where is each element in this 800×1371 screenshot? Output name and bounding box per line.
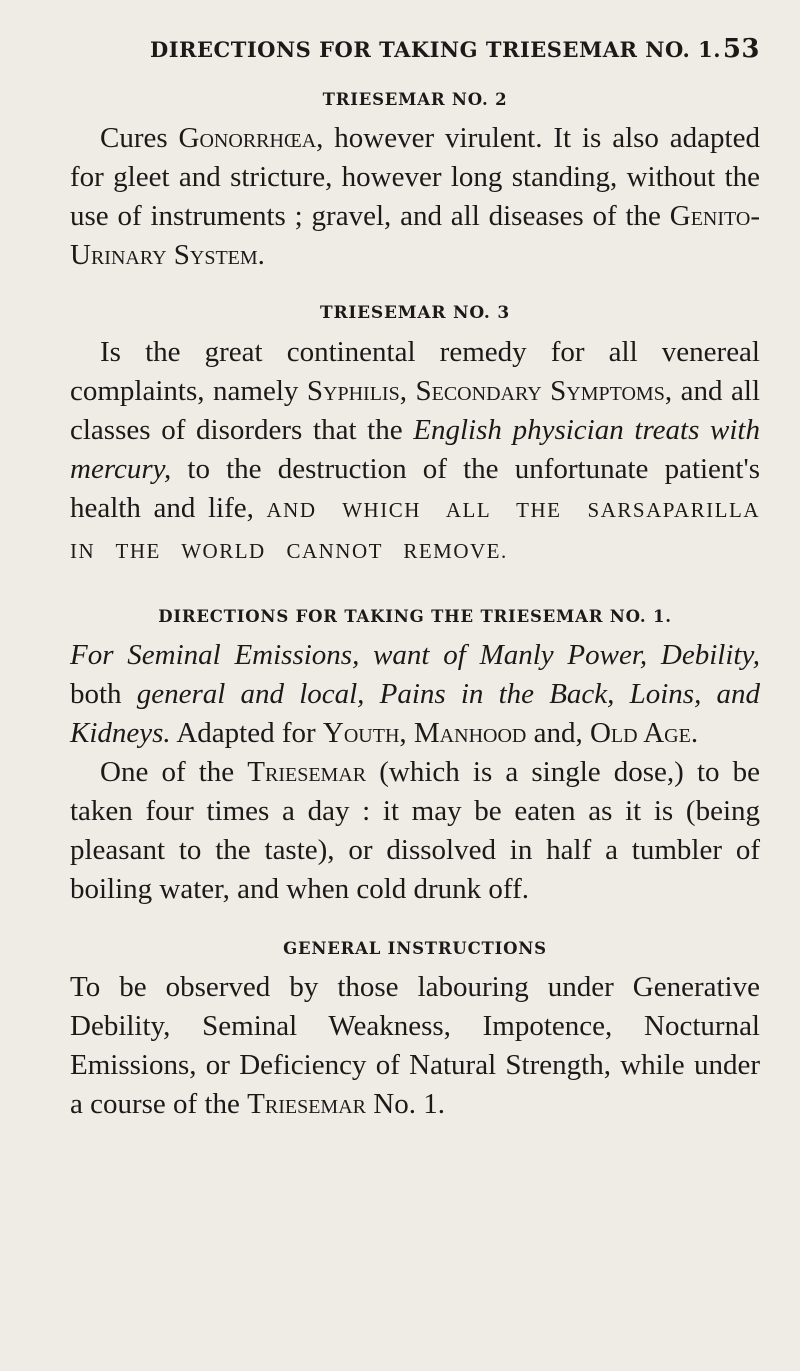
text: One of the	[100, 756, 248, 788]
text: To be observed by those labouring under Generative Debility, Seminal Weakness, Impotence, Nocturnal Emissions, or Deficiency of Natural Strength, while under a course of the	[70, 971, 760, 1120]
section-directions	[70, 607, 760, 909]
paragraph-directions-indications	[70, 636, 760, 753]
text: and all classes of disorders that the	[70, 375, 760, 446]
small-caps-text: Gonorrhœa,	[178, 122, 324, 154]
text: (which is a single dose,) to be taken four times a day : it may be eaten as it is (being pleasant to the taste), or dissolved in half a tumbler of boiling water, and when cold drunk off.	[70, 756, 760, 905]
text: to the destruction of the unfortunate patient's health and life,	[70, 453, 760, 524]
text: and,	[526, 717, 590, 749]
italic-text: English physician treats with mercury,	[70, 414, 760, 485]
small-caps-text: Triesemar	[247, 756, 367, 788]
text: No. 1.	[366, 1088, 445, 1120]
caps-text: AND WHICH ALL THE SARSAPARILLA IN THE WORLD CANNOT REMOVE.	[70, 498, 760, 563]
text: Cures	[100, 122, 179, 154]
running-head-title: DIRECTIONS FOR TAKING TRIESEMAR NO. 1.	[150, 37, 722, 62]
small-caps-text: Old Age.	[589, 717, 699, 749]
text: both	[70, 678, 137, 710]
heading-triesemar-no2: TRIESEMAR NO. 2	[322, 90, 508, 109]
small-caps-text: Syphilis, Secondary Symptoms,	[306, 375, 673, 407]
running-head	[70, 34, 760, 64]
heading-triesemar-no3: TRIESEMAR NO. 3	[320, 303, 510, 323]
small-caps-text: Triesemar	[247, 1088, 366, 1120]
heading-general-instructions: GENERAL INSTRUCTIONS	[283, 939, 547, 958]
italic-text: For Seminal Emissions, want of Manly Power, Debility,	[70, 639, 760, 671]
section-triesemar-no3	[70, 303, 760, 571]
text: Adapted for	[170, 717, 323, 749]
section-general-instructions	[70, 939, 760, 1124]
text: Is the great continental remedy for all venereal complaints, namely	[70, 336, 760, 407]
paragraph-triesemar-no3	[70, 333, 760, 571]
small-caps-text: Genito-Urinary System.	[70, 200, 760, 271]
paragraph-general-instructions	[70, 968, 760, 1124]
heading-directions: DIRECTIONS FOR TAKING THE TRIESEMAR NO. 1.	[158, 607, 672, 626]
paragraph-directions-dosage	[70, 753, 760, 909]
paragraph-triesemar-no2	[70, 119, 760, 275]
page-number: 53	[722, 34, 760, 64]
small-caps-text: Youth, Manhood	[322, 717, 527, 749]
text: however virulent. It is also adapted for gleet and stricture, however long standing, without the use of instruments ; gravel, and all diseases of the	[70, 122, 760, 232]
section-triesemar-no2	[70, 90, 760, 275]
italic-text: general and local, Pains in the Back, Loins, and Kidneys.	[70, 678, 761, 749]
